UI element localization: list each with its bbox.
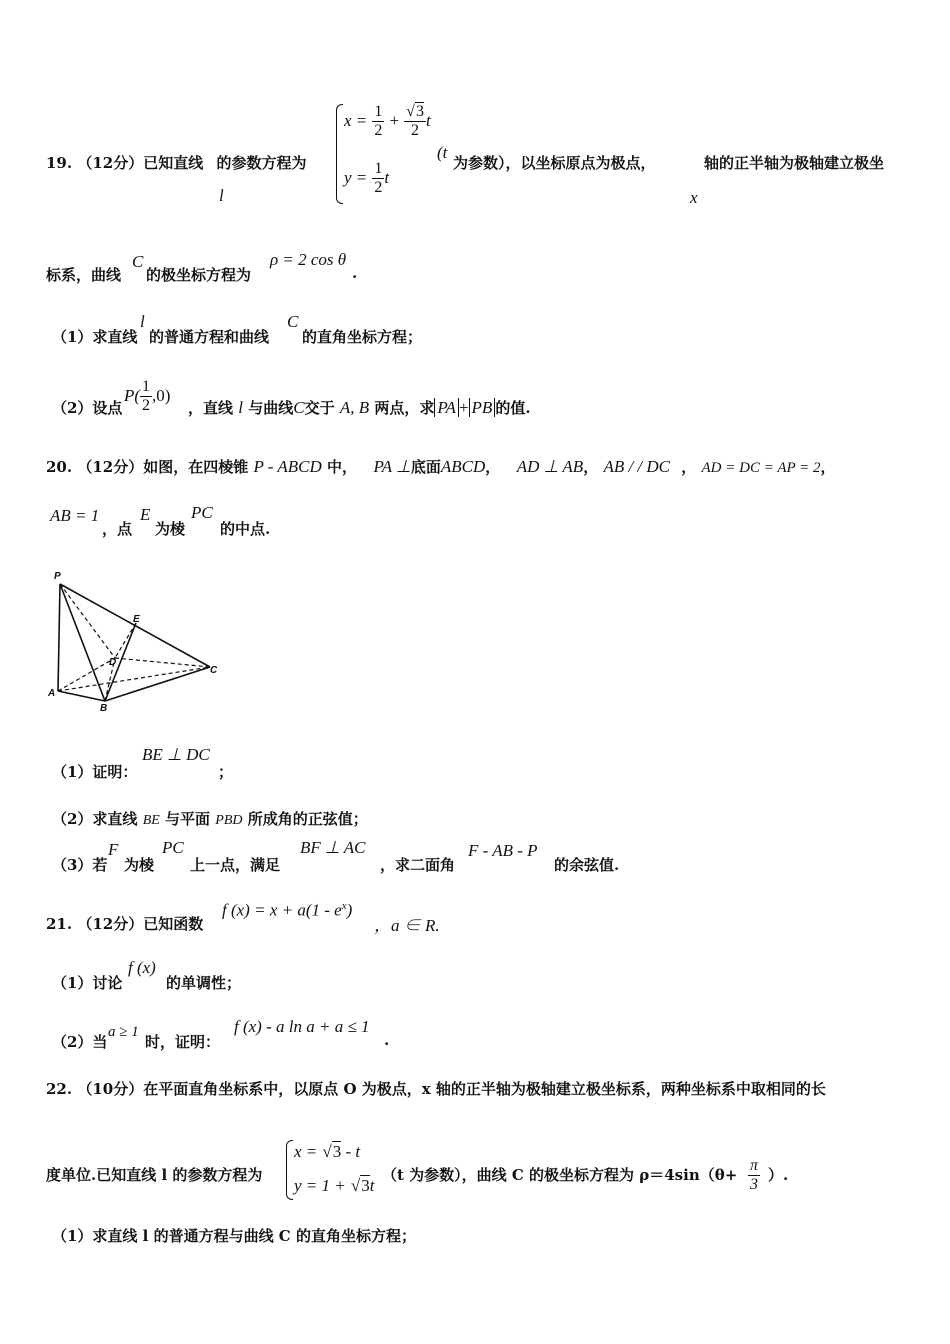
q20-number: 20. [46,458,73,476]
q20-p1-label: （1）证明： [52,763,138,781]
q22-p1: （1）求直线 l 的普通方程与曲线 C 的直角坐标方程； [52,1227,416,1245]
q19-param [437,143,447,163]
q19-line2 [46,264,121,285]
q19-p1-l: l [140,312,145,331]
q20-p3-label: （3）若 [52,856,108,874]
q22-x-equation: x = √3 - t [294,1142,361,1161]
q21-p1-label: （1）讨论 [52,974,123,992]
q21-func: f $(x) = x + a(1 - e^x)$ [222,900,353,920]
q19-brace [336,104,343,204]
q19-frac-sqrt3: $\frac{√3}{2}$ [406,103,424,139]
q19-part1 [52,326,137,347]
q19-C: C [132,252,144,271]
q20-p3-end: 的余弦值. [554,856,620,874]
q21-p2-end: . [384,1031,390,1049]
q21-p2-label: （2）当 [52,1033,108,1051]
q22-close: ）. [768,1166,789,1184]
q20-text-d: 为棱 [155,520,186,538]
q19-param-t: (t [437,143,448,162]
fig-label-D: D [109,657,117,668]
q19-number: 19. [46,154,73,172]
q19-p1-end: 的直角坐标方程； [302,328,423,346]
q19-frac-half: $\frac{1}{2}$ [374,103,383,139]
q19-p2-label: （2）设点 [52,399,123,417]
q20-p3-text-a: 为棱 [124,856,155,874]
q20-text-e: 的中点. [220,520,271,538]
q19-period: . [352,264,358,282]
fig-label-C: C [210,665,218,676]
q22-param-text: （t 为参数），曲线 C 的极坐标方程为 ρ＝4sin（θ+ [382,1166,738,1184]
q19-p1-label: （1）求直线 [52,328,138,346]
q21-p2-text: 时，证明： [145,1033,221,1051]
q21-number: 21. [46,915,73,933]
q20-p3-angle: F - AB - P [468,841,538,860]
q20-p3-text-b: 上一点，满足 [190,856,281,874]
fig-label-B: B [100,703,108,714]
q20-p1-expr: BE ⊥ DC [142,745,210,764]
fig-label-E: E [133,614,140,625]
q22-line1: 22. （10分）在平面直角坐标系中，以原点 O 为极点，x 轴的正半轴为极轴建立极坐标系，两种坐标系中取相同的长 [46,1080,826,1098]
q19-text-b: 的参数方程为 [216,154,307,172]
q19-p2-text: ，直线 l 与曲线C交于 A, B 两点，求 PA + PB 的值. [188,398,531,417]
q22-line2-a: 度单位.已知直线 l 的参数方程为 [46,1166,263,1184]
q19-frac-y: $\frac{1}{2}$ [374,160,383,196]
q19-line2-b: 的极坐标方程为 [146,266,252,284]
q19-p1-C: C [287,312,299,331]
q20-E: E [140,505,151,524]
q21-p1-f: f (x) [128,958,156,977]
q21-line1: 21. （12分）已知函数 [46,915,204,933]
q20-score: （12分） [77,458,144,476]
q20-p3-F: F [108,840,119,859]
q19-text-a: 已知直线 [143,154,204,172]
q19-x-equation: x = $\frac{1}{2}$ + $\frac{√3}{2}$ t [344,103,431,139]
fig-label-P: P [54,571,61,582]
q20-cond5: AB = 1 [50,506,100,525]
q19-l-var: l [219,186,224,205]
q20-line1: 20. （12分）如图，在四棱锥 P - ABCD 中， PA ⊥底面ABCD， AD ⊥ AB， AB / / DC ， AD = DC = AP = 2， [46,457,836,476]
q22-score: （10分） [77,1080,144,1098]
q22-frac-pi3: $\frac{\pi}{3}$ [750,1157,759,1193]
q20-p3-PC: PC [162,838,184,857]
q19-score: （12分） [77,154,144,172]
q20-PC: PC [191,503,213,522]
q21-p2-expr: f (x) - a ln a + a ≤ 1 [234,1017,370,1036]
q19-t: t [425,111,431,130]
q19-x-var: x [690,188,698,207]
q19-axis-text: 轴的正半轴为极轴建立极坐 [704,154,885,172]
q20-text-c: ，点 [102,520,133,538]
q22-number: 22. [46,1080,73,1098]
q20-pyramid-figure [40,565,240,715]
q20-part2: （2）求直线 BE 与平面 PBD 所成角的正弦值； [52,810,368,828]
q20-p3-text-c: ，求二面角 [380,856,456,874]
q19-p2-point: P( $\frac{1}{2}$ ,0) [124,378,171,414]
q21-domain: ，a ∈ R. [374,916,440,935]
q20-p1-end: ； [218,763,234,781]
q21-p1-end: 的单调性； [166,974,242,992]
q21-score: （12分） [77,915,144,933]
q20-p3-cond: BF ⊥ AC [300,838,366,857]
fig-label-A: A [48,688,56,699]
q19-x-eq: x = [344,111,368,130]
q19-y-equation: y = $\frac{1}{2}$ t [344,160,390,196]
q19-polar-eq: ρ = 2 cos θ [270,250,347,269]
q19-param-text: 为参数），以坐标原点为极点， [453,154,656,172]
q21-p2-cond: a ≥ 1 [108,1024,139,1040]
q19-line1 [46,152,306,173]
q22-y-equation: y = 1 + √3t [294,1176,375,1195]
q19-line2-a: 标系，曲线 [46,266,122,284]
q22-brace [286,1140,293,1200]
q19-y-eq: y = [344,168,368,187]
q19-p1-mid: 的普通方程和曲线 [149,328,270,346]
